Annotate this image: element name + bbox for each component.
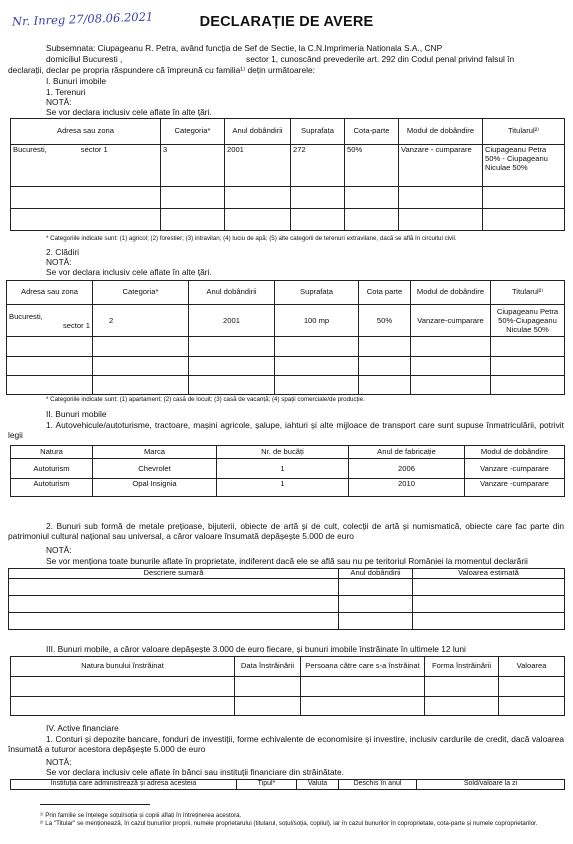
section-1-sub-cladiri: 2. Clădiri — [46, 247, 80, 257]
cell-adresa: Bucuresti, sector 1 — [7, 305, 93, 337]
section-1-nota: NOTĂ: — [46, 97, 72, 107]
col-valoarea: Valoarea — [499, 657, 565, 677]
section-2-note-text: Se vor menționa toate bunurile aflate în proprietate, indiferent dacă ele se află sau nu pe teritoriul României la momentul declarării — [46, 556, 528, 566]
col-titular: Titularul²⁾ — [483, 119, 565, 145]
col-cota: Cota parte — [359, 281, 411, 305]
terenuri-footnote: * Categoriile indicate sunt: (1) agricol; (2) forestier; (3) intravilan; (4) luciu de apă; (5) alte categorii de terenuri extravilane, dacă se află în circuitul civil. — [46, 235, 457, 242]
col-titular: Titularul²⁾ — [491, 281, 565, 305]
intro-line-3: declarații, declar pe propria răspundere că împreună cu familia¹⁾ dețin următoarele: — [8, 65, 315, 75]
col-modul: Modul de dobândire — [465, 446, 565, 459]
intro-line-2a: domiciliul Bucuresti , — [46, 54, 123, 64]
col-descriere: Descriere sumară — [9, 569, 339, 579]
intro-line-2b: sector 1, cunoscând prevederile art. 292 din Codul penal privind falsul în — [246, 54, 515, 64]
table-row — [9, 613, 565, 630]
footnote-2: ²⁾ La "Titular" se menționează, în cazul bunurilor proprii, numele proprietarului (titularul, soțul/soția, copilul), iar în cazul bunurilor în coproprietate, cota-parte și numele coproprietarilor. — [40, 820, 538, 827]
cell-anul: 2001 — [189, 305, 275, 337]
col-anul: Anul dobândirii — [189, 281, 275, 305]
instrainari-table — [10, 656, 565, 716]
col-persoana: Persoana către care s-a înstrăinat — [301, 657, 425, 677]
cladiri-footnote: * Categoriile indicate sunt: (1) apartament; (2) casă de locuit; (3) casă de vacanță; (4) spații comerciale/de producție. — [46, 396, 365, 403]
document-title: DECLARAȚIE DE AVERE — [199, 14, 374, 30]
section-1-note-text: Se vor declara inclusiv cele aflate în alte țări. — [46, 107, 212, 117]
col-categoria: Categoria* — [93, 281, 189, 305]
col-data: Data înstrăinării — [235, 657, 301, 677]
cell-categoria: 3 — [161, 145, 225, 187]
cell-cota: 50% — [359, 305, 411, 337]
table-row — [7, 376, 565, 395]
cell-suprafata: 100 mp — [275, 305, 359, 337]
col-valoarea: Valoarea estimată — [413, 569, 565, 579]
table-row — [11, 145, 565, 187]
col-natura: Natura — [11, 446, 93, 459]
cell-anul: 2001 — [225, 145, 291, 187]
section-3-heading: III. Bunuri mobile, a căror valoare depășește 3.000 de euro fiecare, și bunuri imobile înstrăinate în ultimele 12 luni — [46, 644, 466, 654]
terenuri-table — [10, 118, 565, 231]
col-suprafata: Suprafața — [291, 119, 345, 145]
section-4-heading: IV. Active financiare — [46, 723, 119, 733]
col-forma: Forma înstrăinării — [425, 657, 499, 677]
col-anul: Anul dobândirii — [339, 569, 413, 579]
cell-cota: 50% — [345, 145, 399, 187]
col-anul-fabricatie: Anul de fabricație — [349, 446, 465, 459]
intro-line-1: Subsemnata: Ciupageanu R. Petra, având funcția de Sef de Sectie, la C.N.Imprimeria Nationala S.A., CNP — [46, 43, 443, 53]
col-institutia: Instituția care administrează și adresa acesteia — [11, 780, 237, 790]
cell-adresa: Bucuresti, sector 1 — [11, 145, 161, 187]
table-row — [9, 579, 565, 596]
section-2-nota: NOTĂ: — [46, 545, 72, 555]
col-marca: Marca — [93, 446, 217, 459]
table-row — [11, 697, 565, 716]
col-valuta: Valuta — [297, 780, 339, 790]
col-adresa: Adresa sau zona — [11, 119, 161, 145]
cell-titular: Ciupageanu Petra 50%-Ciupageanu Niculae 50% — [491, 305, 565, 337]
bunuri-pretioase-table — [8, 568, 565, 630]
section-2-p1: 1. Autovehicule/autoturisme, tractoare, mașini agricole, șalupe, iahturi și alte mijloace de transport care sunt supuse înmatriculării, potrivit legii — [8, 420, 564, 440]
cell-modul: Vanzare-cumparare — [411, 305, 491, 337]
cell-categoria: 2 — [93, 305, 189, 337]
col-modul: Modul de dobândire — [411, 281, 491, 305]
section-4-note-text: Se vor declara inclusiv cele aflate în bănci sau instituții financiare din străinătate. — [46, 767, 344, 777]
section-1-note-text-2: Se vor declara inclusiv cele aflate în alte țări. — [46, 267, 212, 277]
col-sold: Sold/valoare la zi — [417, 780, 565, 790]
col-modul: Modul de dobândire — [399, 119, 483, 145]
table-row: Autoturism Chevrolet 1 2006 Vanzare -cumparare — [11, 459, 565, 479]
section-2-p2: 2. Bunuri sub formă de metale prețioase, bijuterii, obiecte de artă și de cult, colecții de artă și numismatică, obiecte care fac parte din patrimoniul cultural național sau universal, a căror valoare însumată depășește 5.000 de euro — [8, 521, 564, 541]
table-row — [7, 337, 565, 357]
section-1-sub-terenuri: 1. Terenuri — [46, 87, 86, 97]
footnote-divider — [40, 804, 150, 805]
table-row — [11, 677, 565, 697]
section-4-nota: NOTĂ: — [46, 757, 72, 767]
col-categoria: Categoria* — [161, 119, 225, 145]
col-natura: Natura bunului înstrăinat — [11, 657, 235, 677]
col-cota: Cota-parte — [345, 119, 399, 145]
col-nr: Nr. de bucăți — [217, 446, 349, 459]
cell-suprafata: 272 — [291, 145, 345, 187]
table-row — [7, 357, 565, 376]
section-2-heading: II. Bunuri mobile — [46, 409, 107, 419]
table-row — [11, 209, 565, 231]
table-row — [11, 187, 565, 209]
cell-modul: Vanzare - cumparare — [399, 145, 483, 187]
cell-titular: Ciupageanu Petra 50% - Ciupageanu Niculae 50% — [483, 145, 565, 187]
section-4-p1: 1. Conturi și depozite bancare, fonduri de investiții, forme echivalente de economisire și investire, inclusiv cardurile de credit, dacă valoarea însumată a tuturor acestora depășește 5.000 de euro — [8, 734, 564, 754]
section-1-nota-2: NOTĂ: — [46, 257, 72, 267]
autovehicule-table — [10, 445, 565, 497]
col-suprafata: Suprafața — [275, 281, 359, 305]
col-tipul: Tipul* — [237, 780, 297, 790]
col-deschis: Deschis în anul — [339, 780, 417, 790]
footnote-1: ¹⁾ Prin familie se înțelege soțul/soția și copiii aflați în întreținerea acestora. — [40, 812, 242, 819]
col-anul: Anul dobândirii — [225, 119, 291, 145]
active-financiare-table — [10, 779, 565, 790]
table-row: Autoturism Opal Insignia 1 2010 Vanzare -cumparare — [11, 479, 565, 497]
col-adresa: Adresa sau zona — [7, 281, 93, 305]
section-1-heading: I. Bunuri imobile — [46, 76, 107, 86]
handwritten-registration-note: Nr. Inreg 27/08.06.2021 — [11, 9, 154, 29]
table-row — [7, 305, 565, 337]
cladiri-table — [6, 280, 565, 395]
table-row — [9, 596, 565, 613]
